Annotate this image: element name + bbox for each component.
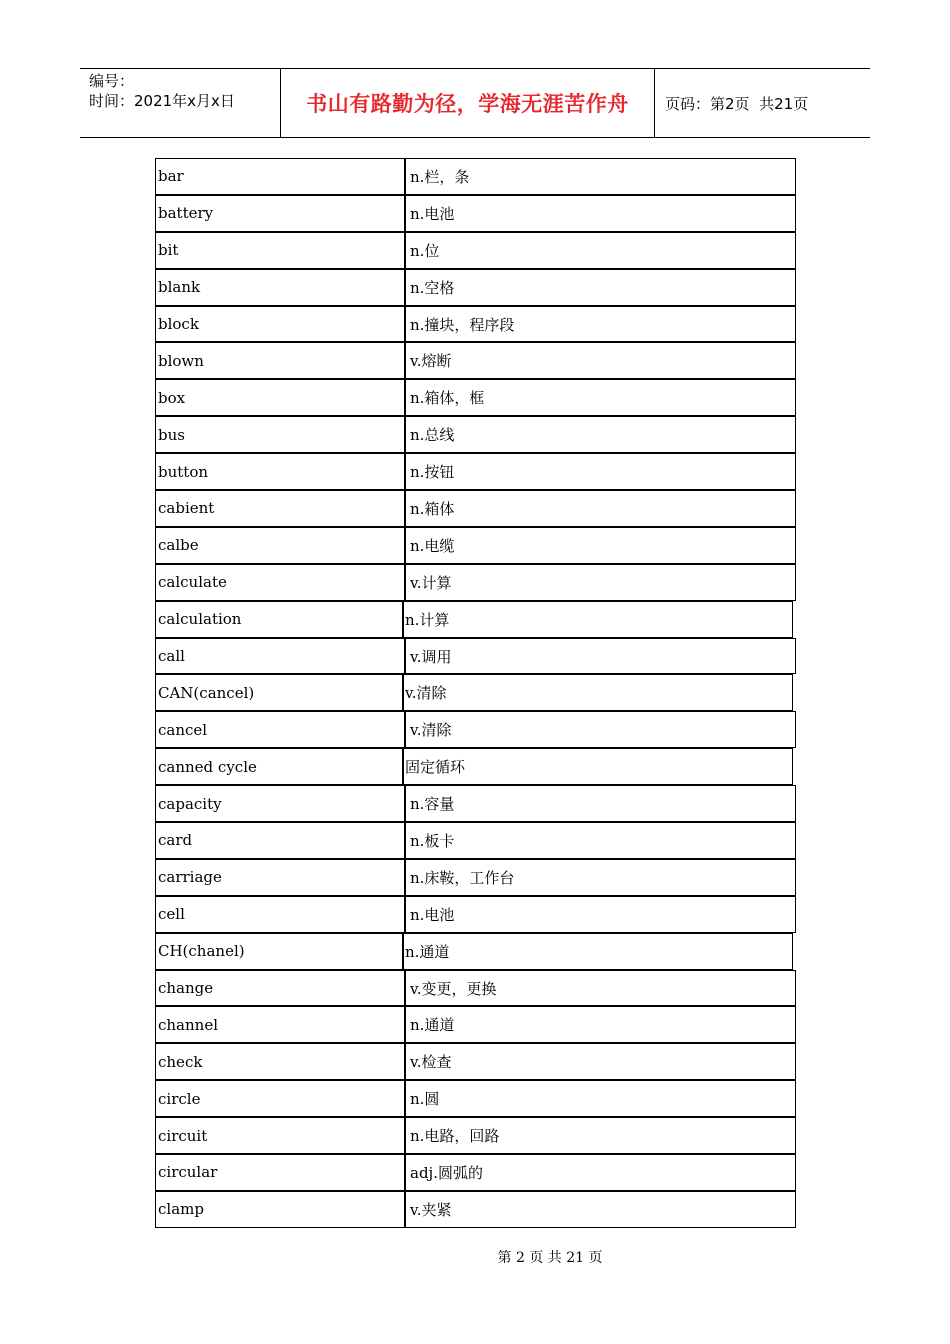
vocab-meaning: n.箱体 xyxy=(405,490,796,527)
vocab-meaning: n.电路，回路 xyxy=(405,1117,796,1154)
document-header xyxy=(80,68,870,138)
vocab-meaning: n.计算 xyxy=(403,601,793,638)
vocab-word: circular xyxy=(155,1154,405,1191)
vocab-word: card xyxy=(155,822,405,859)
vocab-word: blown xyxy=(155,342,405,379)
vocab-word: cabient xyxy=(155,490,405,527)
vocab-word: carriage xyxy=(155,859,405,896)
vocab-word: button xyxy=(155,453,405,490)
vocab-meaning: n.通道 xyxy=(403,933,793,970)
page-footer: 第 2 页 共 21 页 xyxy=(497,1250,603,1266)
time-label: 时间：2021年x月x日 xyxy=(89,92,235,110)
vocab-meaning: n.撞块，程序段 xyxy=(405,306,796,343)
vocab-meaning: n.床鞍，工作台 xyxy=(405,859,796,896)
vocab-word: change xyxy=(155,970,405,1007)
vocab-meaning: n.板卡 xyxy=(405,822,796,859)
vocab-word: cancel xyxy=(155,711,405,748)
vocab-meaning: n.箱体，框 xyxy=(405,379,796,416)
vocab-meaning: n.电池 xyxy=(405,896,796,933)
vocab-word: blank xyxy=(155,269,405,306)
vocab-word: call xyxy=(155,638,405,675)
page-info-text: 页码：第2页 共21页 xyxy=(665,94,809,113)
vocab-meaning: v.检查 xyxy=(405,1043,796,1080)
vocab-word: clamp xyxy=(155,1191,405,1228)
vocab-word: circle xyxy=(155,1080,405,1117)
vocab-word: canned cycle xyxy=(155,748,403,785)
vocab-word: box xyxy=(155,379,405,416)
vocab-word: bus xyxy=(155,416,405,453)
vocab-meaning: n.容量 xyxy=(405,785,796,822)
vocab-meaning: v.变更，更换 xyxy=(405,970,796,1007)
vocab-word: bar xyxy=(155,158,405,195)
vocab-meaning: v.清除 xyxy=(403,674,793,711)
vocab-meaning: v.调用 xyxy=(405,638,796,675)
vocab-word: capacity xyxy=(155,785,405,822)
vocab-meaning: n.位 xyxy=(405,232,796,269)
vocab-meaning: adj.圆弧的 xyxy=(405,1154,796,1191)
vocab-meaning: v.计算 xyxy=(405,564,796,601)
vocab-word: battery xyxy=(155,195,405,232)
vocab-meaning: n.空格 xyxy=(405,269,796,306)
header-meta xyxy=(80,69,281,137)
vocab-word: CAN(cancel) xyxy=(155,674,403,711)
vocab-word: calculate xyxy=(155,564,405,601)
vocab-word: channel xyxy=(155,1006,405,1043)
vocab-meaning: n.栏，条 xyxy=(405,158,796,195)
number-label: 编号： xyxy=(89,72,135,90)
vocab-meaning: v.夹紧 xyxy=(405,1191,796,1228)
vocab-word: block xyxy=(155,306,405,343)
vocab-meaning: 固定循环 xyxy=(403,748,793,785)
vocab-meaning: n.圆 xyxy=(405,1080,796,1117)
vocab-meaning: n.电池 xyxy=(405,195,796,232)
vocab-word: check xyxy=(155,1043,405,1080)
vocab-meaning: v.熔断 xyxy=(405,342,796,379)
vocab-meaning: v.清除 xyxy=(405,711,796,748)
vocab-word: bit xyxy=(155,232,405,269)
vocab-meaning: n.总线 xyxy=(405,416,796,453)
vocab-word: CH(chanel) xyxy=(155,933,403,970)
vocab-word: calculation xyxy=(155,601,403,638)
header-page-info xyxy=(655,69,870,137)
vocab-word: circuit xyxy=(155,1117,405,1154)
vocab-meaning: n.通道 xyxy=(405,1006,796,1043)
vocab-meaning: n.电缆 xyxy=(405,527,796,564)
vocab-word: calbe xyxy=(155,527,405,564)
header-motto: 书山有路勤为径，学海无涯苦作舟 xyxy=(281,69,655,137)
vocab-meaning: n.按钮 xyxy=(405,453,796,490)
vocab-word: cell xyxy=(155,896,405,933)
